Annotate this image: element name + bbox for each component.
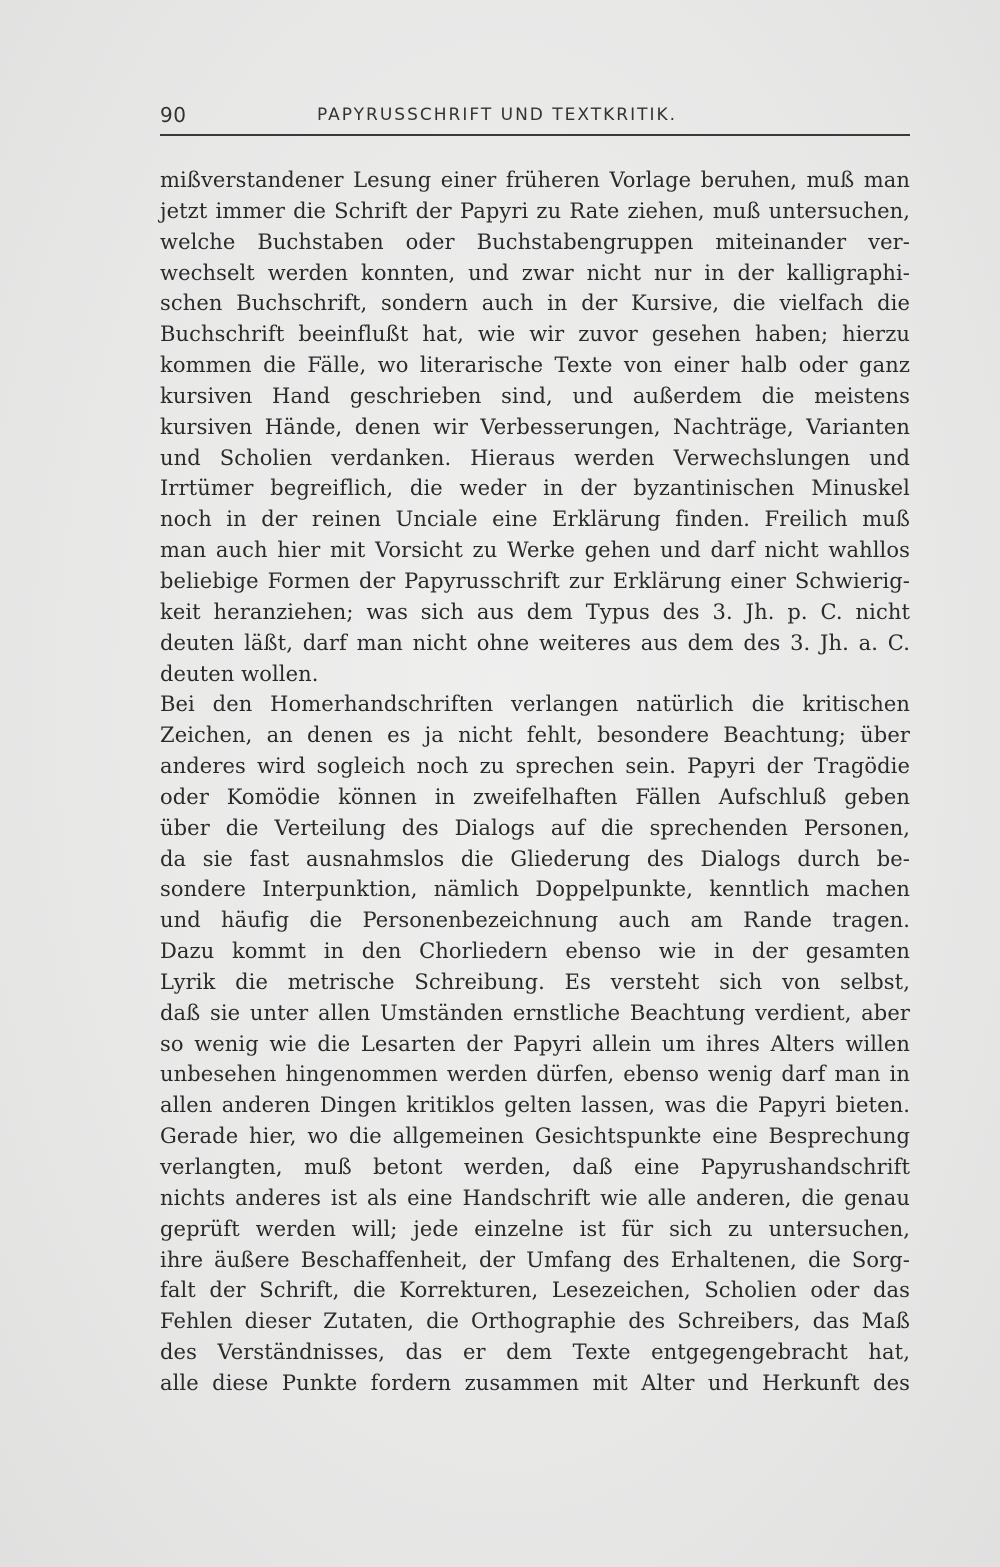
text-line: Fehlen dieser Zutaten, die Orthographie des Schreibers, das Maß (160, 1309, 910, 1334)
text-line: verlangten, muß betont werden, daß eine Papyrushandschrift (160, 1155, 910, 1179)
text-line: noch in der reinen Unciale eine Erklärung finden. Freilich muß (160, 507, 910, 532)
body-text (160, 165, 910, 1399)
text-line: schen Buchschrift, sondern auch in der Kursive, die vielfach die (160, 291, 910, 316)
page-header (160, 100, 910, 136)
text-line: alle diese Punkte fordern zusammen mit Alter und Herkunft des (160, 1370, 910, 1395)
text-line: Lyrik die metrische Schreibung. Es versteht sich von selbst, (160, 969, 910, 994)
text-line: des Verständnisses, das er dem Texte entgegengebracht hat, (160, 1340, 910, 1365)
text-line: geprüft werden will; jede einzelne ist für sich zu untersuchen, (160, 1216, 910, 1241)
text-line: keit heranziehen; was sich aus dem Typus des 3. Jh. p. C. nicht (160, 599, 910, 624)
text-line: nichts anderes ist als eine Handschrift wie alle anderen, die genau (160, 1185, 910, 1210)
text-line: kursiven Hände, denen wir Verbesserungen, Nachträge, Varianten (160, 414, 910, 439)
text-line: deuten läßt, darf man nicht ohne weiteres aus dem des 3. Jh. a. C. (160, 630, 910, 655)
running-title: PAPYRUSSCHRIFT UND TEXTKRITIK. (317, 105, 678, 125)
text-line: und häufig die Personenbezeichnung auch am Rande tragen. (160, 908, 910, 933)
page-number: 90 (160, 103, 187, 127)
text-line: da sie fast ausnahmslos die Gliederung des Dialogs durch be- (160, 846, 910, 871)
paragraph-end-line: deuten wollen. (160, 661, 319, 686)
text-line: mißverstandener Lesung einer früheren Vorlage beruhen, muß man (160, 168, 910, 192)
text-line: falt der Schrift, die Korrekturen, Lesezeichen, Scholien oder das (160, 1278, 910, 1303)
text-line: sondere Interpunktion, nämlich Doppelpunkte, kenntlich machen (160, 877, 910, 902)
text-line: kommen die Fälle, wo literarische Texte von einer halb oder ganz (160, 353, 910, 378)
text-line: so wenig wie die Lesarten der Papyri allein um ihres Alters willen (160, 1031, 910, 1056)
text-line: allen anderen Dingen kritiklos gelten lassen, was die Papyri bieten. (160, 1093, 910, 1118)
text-line: jetzt immer die Schrift der Papyri zu Rate ziehen, muß untersuchen, (160, 198, 910, 223)
text-line: Buchschrift beeinflußt hat, wie wir zuvor gesehen haben; hierzu (160, 322, 910, 347)
text-line: oder Komödie können in zweifelhaften Fällen Aufschluß geben (160, 784, 910, 809)
text-line: ihre äußere Beschaffenheit, der Umfang des Erhaltenen, die Sorg- (160, 1247, 910, 1272)
text-line: welche Buchstaben oder Buchstabengruppen miteinander ver- (160, 229, 910, 254)
text-line: Irrtümer begreiflich, die weder in der byzantinischen Minuskel (160, 476, 910, 501)
text-line: anderes wird sogleich noch zu sprechen sein. Papyri der Tragödie (160, 754, 910, 779)
text-line: Dazu kommt in den Chorliedern ebenso wie in der gesamten (160, 939, 910, 964)
text-line: wechselt werden konnten, und zwar nicht nur in der kalligraphi- (160, 260, 910, 285)
text-line: unbesehen hingenommen werden dürfen, ebenso wenig darf man in (160, 1062, 910, 1087)
text-line: beliebige Formen der Papyrusschrift zur Erklärung einer Schwierig- (160, 568, 910, 593)
text-line: daß sie unter allen Umständen ernstliche Beachtung verdient, aber (160, 1000, 910, 1025)
text-line: und Scholien verdanken. Hieraus werden Verwechslungen und (160, 445, 910, 470)
text-line: Zeichen, an denen es ja nicht fehlt, besondere Beachtung; über (160, 723, 910, 748)
text-line: Bei den Homerhandschriften verlangen natürlich die kritischen (160, 692, 910, 717)
text-line: über die Verteilung des Dialogs auf die sprechenden Personen, (160, 815, 910, 840)
text-line: Gerade hier, wo die allgemeinen Gesichtspunkte eine Besprechung (160, 1124, 910, 1149)
text-line: kursiven Hand geschrieben sind, und außerdem die meistens (160, 383, 910, 408)
text-line: man auch hier mit Vorsicht zu Werke gehen und darf nicht wahllos (160, 538, 910, 563)
